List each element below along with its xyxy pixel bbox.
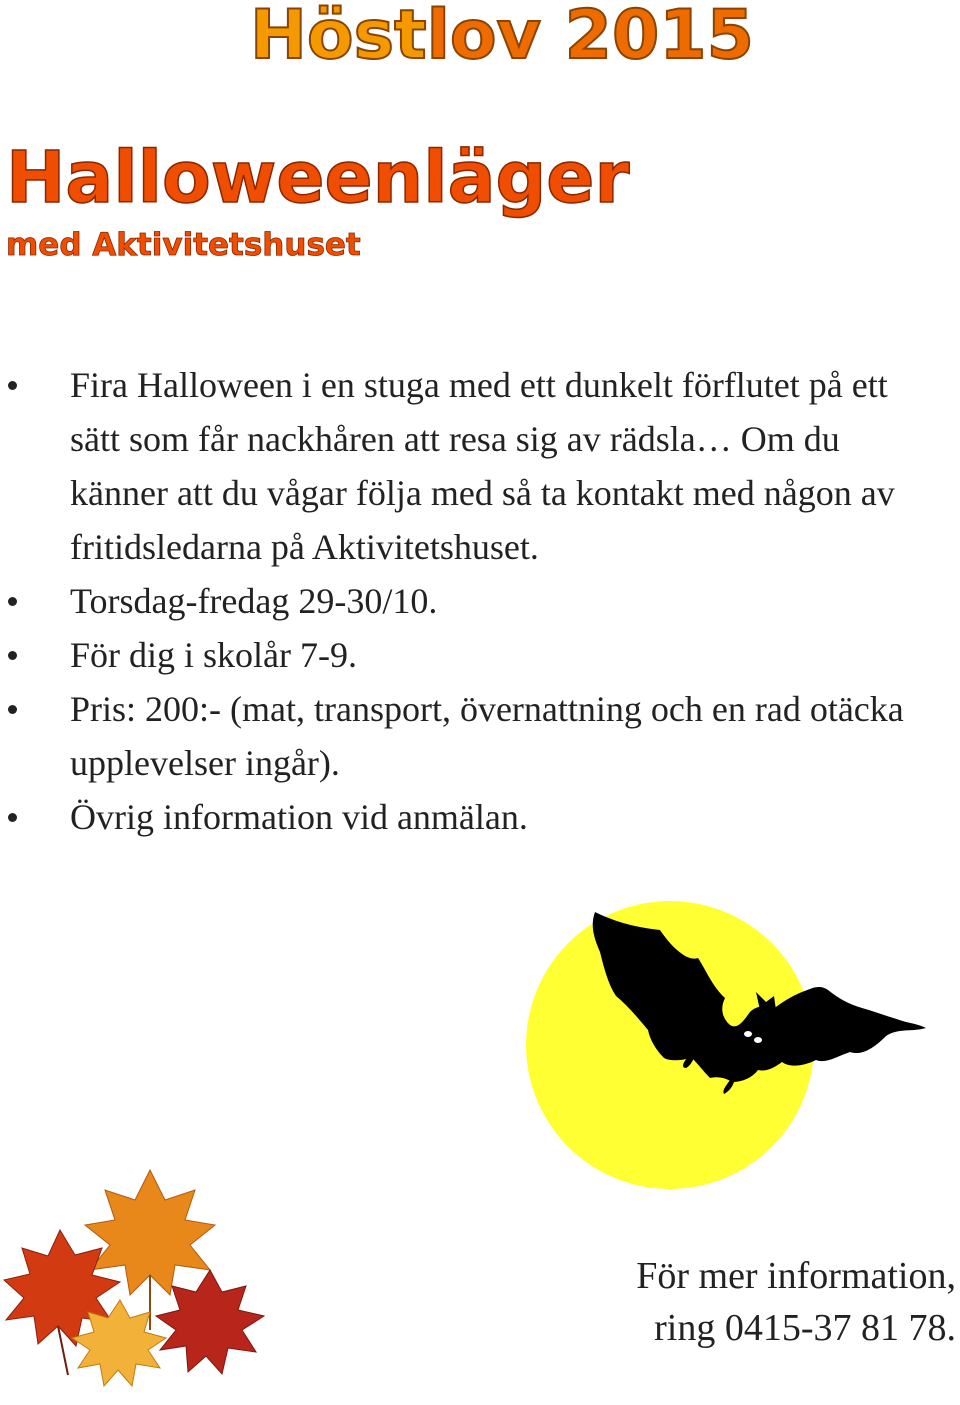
sub-title: med Aktivitetshuset: [6, 227, 361, 263]
main-title: Halloweenläger: [6, 136, 630, 219]
top-title-part2: lov 2015: [426, 0, 754, 75]
bullet-icon: [8, 597, 17, 606]
bullet-icon: [8, 381, 17, 390]
info-item-text: För dig i skolår 7-9.: [70, 635, 357, 675]
moon-bat-illustration: [520, 900, 940, 1200]
info-item-text: Fira Halloween i en stuga med ett dunkelt förflutet på ett sätt som får nackhåren att resa sig av rädsla… Om du känner att du vågar följa med så ta kontakt med någon av fritidsledarna på Aktivitetshuset.: [70, 365, 895, 567]
top-title-part1: Höst: [250, 0, 427, 75]
list-item: [0, 790, 940, 844]
contact-line-1: För mer information,: [636, 1255, 956, 1297]
autumn-leaves-icon: [0, 1160, 300, 1400]
list-item: [0, 682, 940, 790]
autumn-leaves-illustration: [0, 1160, 300, 1400]
info-item-text: Torsdag-fredag 29-30/10.: [70, 581, 438, 621]
bullet-icon: [8, 813, 17, 822]
moon-bat-svg: [520, 900, 940, 1200]
list-item: [0, 358, 940, 574]
list-item: [0, 574, 940, 628]
contact-info: [636, 1250, 956, 1354]
bullet-icon: [8, 705, 17, 714]
bullet-icon: [8, 651, 17, 660]
leaf-icon: [156, 1270, 264, 1374]
info-list: [0, 358, 940, 844]
top-title: [250, 0, 754, 75]
contact-line-2: ring 0415-37 81 78.: [654, 1307, 956, 1349]
info-item-text: Övrig information vid anmälan.: [70, 797, 528, 837]
info-item-text: Pris: 200:- (mat, transport, övernattning och en rad otäcka upplevelser ingår).: [70, 689, 904, 783]
list-item: [0, 628, 940, 682]
